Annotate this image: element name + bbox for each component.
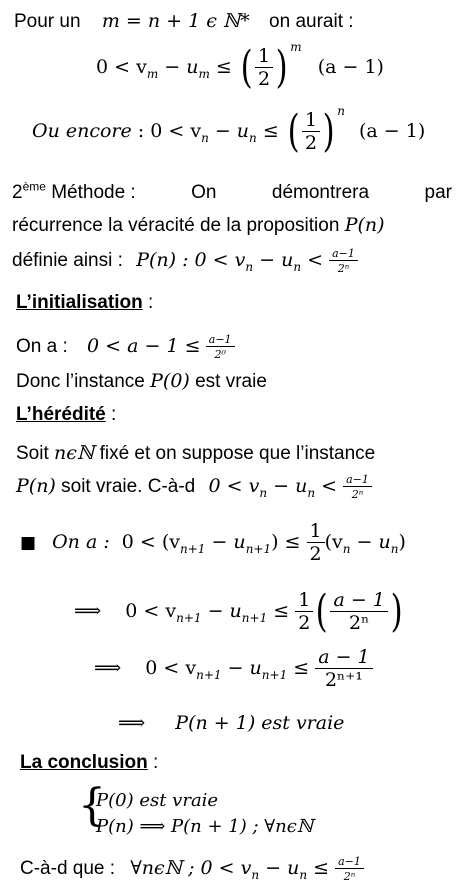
fraction-half [295, 591, 313, 633]
brace-line-2: P(n) ⟹ P(n + 1) ; ∀nϵℕ [96, 816, 314, 837]
sub: n+1 [176, 610, 202, 625]
text: Donc l’instance [16, 371, 145, 392]
ineq-rhs: (a − 1) [317, 56, 384, 78]
le-sign: ≤ [256, 120, 285, 142]
paren-close: ) [322, 106, 335, 157]
math: 0 < v [125, 600, 177, 622]
heading: L’hérédité [16, 404, 106, 425]
fraction [335, 856, 364, 882]
sub: n [249, 130, 257, 145]
math: 0 < v [145, 657, 197, 679]
colon: : [147, 752, 159, 773]
heading: La conclusion [20, 752, 148, 773]
math: P(n) [16, 475, 56, 498]
frac-den: 2ⁿ [343, 870, 356, 883]
fraction-half [255, 47, 273, 89]
method-heading [12, 179, 452, 204]
bullet-icon: ■ [20, 533, 37, 553]
step-3 [94, 648, 373, 690]
concl-title [20, 752, 158, 774]
step-1 [20, 522, 406, 564]
paren-open: ( [240, 42, 253, 93]
sub: m [198, 66, 210, 81]
inequality-m [96, 40, 384, 93]
math: − u [259, 857, 300, 880]
sub: n+1 [180, 541, 206, 556]
lt-sign: < [301, 249, 330, 272]
sub: n [293, 259, 302, 274]
sub: n [245, 259, 254, 274]
colon: : [142, 292, 154, 313]
sub: n [201, 130, 209, 145]
colon: : [105, 404, 117, 425]
sub: n [307, 485, 316, 500]
math: ) ≤ [271, 531, 307, 553]
word: démontrera [271, 182, 370, 203]
frac-den: 2 [304, 132, 318, 154]
text: fixé et on suppose que l’instance [99, 443, 376, 464]
rest-text: on aurait : [269, 11, 354, 32]
sub: n+1 [245, 541, 272, 556]
math: P(0) [150, 370, 190, 392]
frac-num: 1 [307, 522, 325, 543]
frac-num: 1 [302, 111, 320, 132]
frac-den: 2⁰ [214, 348, 226, 361]
num: 2 [12, 182, 23, 203]
frac-num: 1 [255, 47, 273, 68]
word: On [191, 182, 217, 203]
text: est vraie [195, 371, 267, 392]
math: 0 < (v [121, 531, 181, 553]
fraction [315, 648, 372, 690]
sup: ème [22, 179, 46, 194]
math: P(n) : 0 < v [136, 249, 246, 272]
frac-num: a−1 [343, 474, 372, 487]
fraction-half [307, 522, 325, 564]
math: 0 < v [208, 475, 260, 498]
text: soit vraie. C-à-d [61, 476, 196, 498]
frac-den: 2ⁿ [351, 488, 364, 501]
heading: L’initialisation [16, 292, 143, 313]
math: nϵℕ [54, 442, 95, 464]
frac-num: a−1 [329, 248, 358, 261]
math: − u [253, 249, 294, 272]
frac-den: 2 [298, 612, 311, 634]
fraction [206, 334, 235, 360]
implies-icon: ⟹ [118, 712, 146, 734]
frac-num: 1 [295, 591, 313, 612]
paren-open: ( [287, 106, 300, 157]
ineq-rhs: (a − 1) [359, 120, 426, 142]
on-a: On a : [52, 531, 110, 553]
step-2 [74, 586, 405, 637]
lt-sign: < [315, 475, 344, 498]
line-1 [14, 10, 354, 33]
exponent: m [290, 40, 302, 54]
sub: n+1 [241, 610, 268, 625]
math: P(n) [344, 214, 385, 236]
implies-icon: ⟹ [94, 657, 122, 679]
sub: n+1 [196, 667, 222, 682]
math: − u [205, 531, 246, 553]
frac-num: a−1 [206, 334, 235, 347]
frac-den: 2ⁿ⁺¹ [324, 669, 363, 691]
paren-close: ) [390, 586, 403, 637]
sub: n [259, 485, 268, 500]
math: 0 < a − 1 ≤ [87, 335, 201, 358]
fraction [330, 591, 387, 633]
text: On a : [16, 336, 68, 358]
math: − u [201, 600, 242, 622]
frac-num: a − 1 [315, 648, 372, 669]
fraction [329, 248, 358, 274]
ineq-mid: − u [158, 56, 199, 78]
math: − u [350, 531, 391, 553]
frac-den: 2ⁿ [337, 262, 350, 275]
word: par [424, 182, 452, 203]
method-line-2 [12, 214, 385, 237]
init-title [16, 292, 153, 314]
sub: n [390, 541, 399, 556]
frac-den: 2 [258, 68, 271, 90]
math: ∀nϵℕ ; 0 < v [130, 857, 252, 880]
text: Soit [16, 443, 49, 464]
implies-icon: ⟹ [74, 600, 102, 622]
ineq-lhs: 0 < v [96, 56, 147, 78]
ou-encore-text: Ou encore [32, 120, 132, 142]
frac-den: 2ⁿ [349, 612, 370, 634]
word: Méthode : [51, 182, 136, 203]
text: C-à-d que : [20, 858, 116, 880]
step-4 [118, 712, 344, 734]
frac-num: a−1 [335, 856, 364, 869]
sub: n [342, 541, 351, 556]
math: ≤ [287, 657, 316, 679]
math: ≤ [267, 600, 296, 622]
frac-num: a − 1 [330, 591, 387, 612]
math: − u [221, 657, 262, 679]
sub: m [146, 66, 159, 81]
final-line [20, 856, 364, 882]
math: (v [324, 531, 343, 553]
le-sign: ≤ [209, 56, 238, 78]
left-brace-icon: { [78, 780, 106, 831]
frac-den: 2 [309, 543, 322, 565]
sub: n+1 [261, 667, 288, 682]
math-m-def: m = n + 1 ϵ ℕ* [101, 10, 250, 32]
ineq-mid: − u [208, 120, 250, 142]
inequality-n [32, 104, 426, 157]
le-sign: ≤ [307, 857, 336, 880]
math: P(n + 1) est vraie [175, 712, 345, 734]
init-line [16, 334, 235, 360]
method-line-3 [12, 248, 358, 274]
init-conclusion [16, 370, 267, 393]
text: récurrence la véracité de la proposition [12, 215, 340, 236]
hered-line-1 [16, 442, 375, 465]
hered-title [16, 404, 116, 426]
intro-text: Pour un [14, 11, 81, 32]
fraction [343, 474, 372, 500]
hered-line-2 [16, 474, 372, 500]
brace-line-1: P(0) est vraie [96, 790, 219, 811]
math: ) [398, 531, 406, 553]
method-number [12, 179, 136, 204]
sub: n [299, 867, 308, 882]
paren-open: ( [315, 586, 328, 637]
ineq-lhs: : 0 < v [131, 120, 202, 142]
paren-close: ) [275, 42, 288, 93]
fraction-half [302, 111, 320, 153]
text: définie ainsi : [12, 250, 123, 272]
exponent: n [337, 104, 345, 118]
sub: n [251, 867, 260, 882]
math: − u [267, 475, 308, 498]
